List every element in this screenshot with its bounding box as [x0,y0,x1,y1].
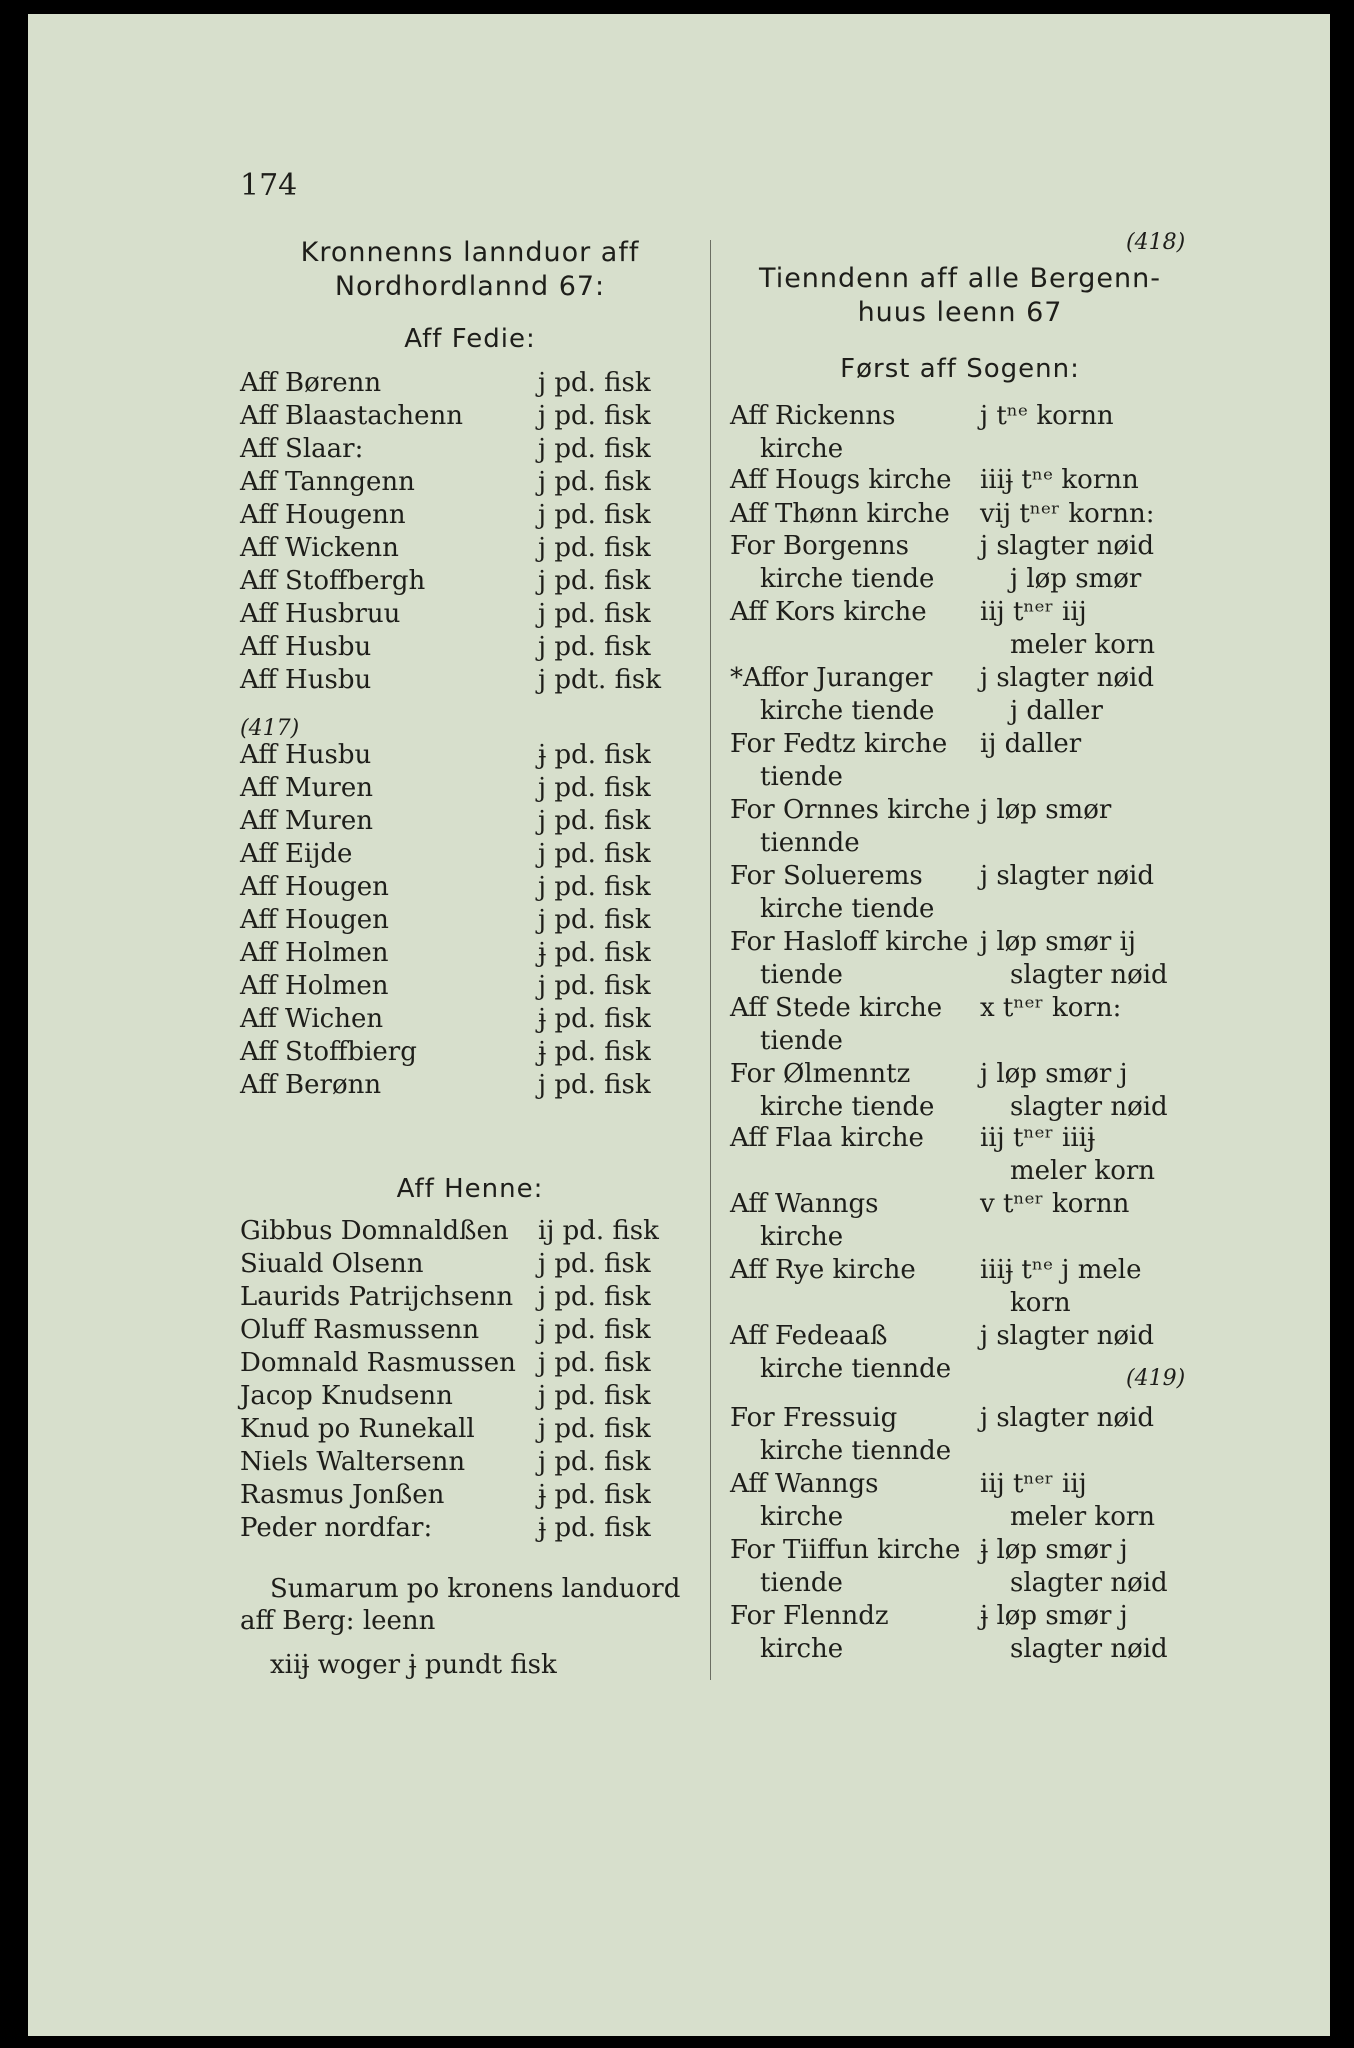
church-name: For Soluerems [730,861,923,891]
entry-quantity: ɉ pd. fisk [538,1004,651,1034]
list-item [240,401,700,434]
entry-quantity: ɉ pd. fisk [538,1513,651,1543]
list-item [240,1447,700,1480]
entry-quantity: j pd. fisk [538,368,651,398]
church-value: j løp smør j [980,1059,1128,1089]
entry-name: Aff Stoffbergh [240,566,426,596]
entry-quantity: j pd. fisk [538,773,651,803]
church-value-cont: meler korn [1010,1156,1156,1186]
entry-name: Aff Wickenn [240,533,399,563]
entry-name: Oluff Rasmussenn [240,1315,480,1345]
entry-quantity: j pd. fisk [538,1282,651,1312]
list-item [240,500,700,533]
church-name-cont: kirche [760,1222,844,1252]
church-name-cont: kirche [760,1502,844,1532]
entry-quantity: j pd. fisk [538,839,651,869]
church-name: For Ølmenntz [730,1059,911,1089]
section-fedie-list-cont [240,740,700,1103]
entry-quantity: j pd. fisk [538,1249,651,1279]
entry-name: Aff Husbu [240,632,372,662]
church-name: Aff Flaa kirche [730,1123,924,1153]
entry-quantity: j pd. fisk [538,1348,651,1378]
church-value: ɉ løp smør j [980,1535,1128,1565]
church-name: *Affor Juranger [730,663,933,693]
church-name-cont: tiennde [760,828,860,858]
church-value: ɉ løp smør j [980,1601,1128,1631]
church-value: j slagter nøid [980,1403,1155,1433]
entry-quantity: j pd. fisk [538,1447,651,1477]
entry-name: Aff Hougen [240,905,389,935]
entry-quantity: j pd. fisk [538,500,651,530]
church-name: For Ornnes kirche [730,795,971,825]
church-value: j slagter nøid [980,1321,1155,1351]
entry-name: Knud po Runekall [240,1414,475,1444]
right-subheading: Først aff Sogenn: [840,354,1080,384]
church-value: x tⁿᵉʳ korn: [980,993,1122,1023]
page-number: 174 [240,168,298,203]
left-heading: Kronnenns lannduor aff Nordhordlannd 67: [300,237,640,302]
church-name-cont: tiende [760,960,843,990]
church-name: Aff Stede kirche [730,993,943,1023]
entry-name: Aff Husbu [240,740,372,770]
church-value: iij tⁿᵉʳ iij [980,597,1087,627]
church-value: iij tⁿᵉʳ iij [980,1469,1087,1499]
church-value-cont: meler korn [1010,630,1156,660]
church-value-cont: slagter nøid [1010,960,1168,990]
list-item [240,1381,700,1414]
entry-quantity: ɉ pd. fisk [538,938,651,968]
church-name-cont: tiende [760,1026,843,1056]
entry-name: Peder nordfar: [240,1513,433,1543]
church-value: ij daller [980,729,1082,759]
list-item [240,773,700,806]
church-name: Aff Rickenns [730,401,896,431]
entry-name: Aff Tanngenn [240,467,415,497]
church-name-cont: kirche [760,434,844,464]
church-name: Aff Wanngs [730,1189,879,1219]
list-item [240,1480,700,1513]
church-name-cont: kirche tiende [760,564,935,594]
entry-quantity: j pd. fisk [538,533,651,563]
church-value-cont: slagter nøid [1010,1634,1168,1664]
sum-line-1: Sumarum po kronens landuord [270,1574,681,1604]
list-item [240,1348,700,1381]
list-item [240,566,700,599]
church-name-cont: kirche tiennde [760,1354,952,1384]
entry-name: Aff Holmen [240,971,389,1001]
entry-quantity: j pd. fisk [538,401,651,431]
entry-quantity: j pd. fisk [538,434,651,464]
church-name: Aff Hougs kirche [730,465,952,495]
entry-name: Aff Wichen [240,1004,384,1034]
entry-name: Aff Stoffbierg [240,1037,417,1067]
church-value-cont: korn [1010,1288,1071,1318]
church-value: v tⁿᵉʳ kornn [980,1189,1130,1219]
list-item [240,533,700,566]
church-value-cont: slagter nøid [1010,1092,1168,1122]
entry-quantity: j pd. fisk [538,1315,651,1345]
ref-418: (418) [1126,230,1186,255]
list-item [240,368,700,401]
list-item [240,1414,700,1447]
church-value: iiiɉ tⁿᵉ j mele [980,1255,1142,1285]
section-henne-list [240,1216,700,1546]
church-value: j løp smør ij [980,927,1136,957]
list-item [240,467,700,500]
entry-name: Aff Muren [240,806,373,836]
church-name-cont: tiende [760,1568,843,1598]
church-name: Aff Wanngs [730,1469,879,1499]
list-item [240,665,700,698]
right-heading: Tienndenn aff alle Bergenn-huus leenn 67 [759,263,1161,328]
church-name-cont: kirche tiende [760,1092,935,1122]
church-name: Aff Fedeaaß [730,1321,888,1351]
entry-name: Aff Holmen [240,938,389,968]
list-item [240,740,700,773]
section-henne-title: Aff Henne: [396,1174,544,1204]
entry-quantity: j pd. fisk [538,632,651,662]
church-name-cont: kirche tiennde [760,1436,952,1466]
church-name: For Borgenns [730,531,910,561]
entry-quantity: j pd. fisk [538,599,651,629]
list-item [240,938,700,971]
entry-name: Laurids Patrijchsenn [240,1282,514,1312]
entry-quantity: j pd. fisk [538,467,651,497]
church-value: j slagter nøid [980,861,1155,891]
entry-name: Domnald Rasmussen [240,1348,516,1378]
entry-quantity: j pd. fisk [538,1414,651,1444]
church-value: j slagter nøid [980,663,1155,693]
list-item [240,905,700,938]
church-name: For Fressuig [730,1403,898,1433]
entry-quantity: j pd. fisk [538,905,651,935]
list-item [240,1070,700,1103]
entry-quantity: ɉ pd. fisk [538,1037,651,1067]
church-name: For Flenndz [730,1601,889,1631]
entry-quantity: j pd. fisk [538,806,651,836]
entry-name: Aff Hougen [240,872,389,902]
list-item [240,1282,700,1315]
entry-name: Aff Muren [240,773,373,803]
church-value: j slagter nøid [980,531,1155,561]
entry-name: Aff Børenn [240,368,382,398]
entry-name: Rasmus Jonßen [240,1480,445,1510]
entry-name: Niels Waltersenn [240,1447,466,1477]
church-name-cont: kirche tiende [760,894,935,924]
section-fedie-title: Aff Fedie: [404,324,536,354]
church-value-cont: j daller [1010,696,1103,726]
list-item [240,1249,700,1282]
entry-quantity: j pd. fisk [538,872,651,902]
list-item [240,1037,700,1070]
entry-name: Aff Berønn [240,1070,382,1100]
entry-name: Gibbus Domnaldßen [240,1216,509,1246]
church-name: For Fedtz kirche [730,729,948,759]
list-item [240,1315,700,1348]
church-value: iiiɉ tⁿᵉ kornn [980,465,1139,495]
section-fedie-list [240,368,700,698]
entry-quantity: ij pd. fisk [538,1216,659,1246]
list-item [240,1004,700,1037]
church-name-cont: kirche [760,1634,844,1664]
ref-419: (419) [1126,1366,1186,1391]
ref-417: (417) [240,716,300,741]
church-value: iij tⁿᵉʳ iiiɉ [980,1123,1096,1153]
entry-quantity: j pd. fisk [538,1070,651,1100]
list-item [240,632,700,665]
entry-quantity: ɉ pd. fisk [538,740,651,770]
entry-name: Jacop Knudsenn [240,1381,453,1411]
church-name-cont: tiende [760,762,843,792]
church-value-cont: slagter nøid [1010,1568,1168,1598]
list-item [240,872,700,905]
entry-quantity: j pd. fisk [538,1381,651,1411]
church-value-cont: j løp smør [1010,564,1142,594]
church-name: Aff Thønn kirche [730,499,950,529]
column-divider [710,240,711,1680]
church-value-cont: meler korn [1010,1502,1156,1532]
list-item [240,1216,700,1249]
list-item [240,971,700,1004]
entry-name: Siuald Olsenn [240,1249,424,1279]
entry-name: Aff Hougenn [240,500,406,530]
sum-total: xiiɉ woger ɉ pundt fisk [270,1650,557,1680]
entry-quantity: j pd. fisk [538,971,651,1001]
entry-name: Aff Husbu [240,665,372,695]
entry-name: Aff Eijde [240,839,353,869]
list-item [240,599,700,632]
list-item [240,806,700,839]
list-item [240,839,700,872]
entry-quantity: ɉ pd. fisk [538,1480,651,1510]
church-name: For Tiiffun kirche [730,1535,961,1565]
church-value: j tⁿᵉ kornn [980,401,1114,431]
entry-name: Aff Blaastachenn [240,401,463,431]
church-value: vij tⁿᵉʳ kornn: [980,499,1155,529]
sum-line-2: aff Berg: leenn [240,1606,436,1636]
church-name: Aff Rye kirche [730,1255,916,1285]
church-name: For Hasloff kirche [730,927,969,957]
church-name: Aff Kors kirche [730,597,927,627]
entry-quantity: j pdt. fisk [538,665,662,695]
list-item [240,434,700,467]
entry-quantity: j pd. fisk [538,566,651,596]
church-value: j løp smør [980,795,1112,825]
entry-name: Aff Slaar: [240,434,364,464]
list-item [240,1513,700,1546]
church-name-cont: kirche tiende [760,696,935,726]
entry-name: Aff Husbruu [240,599,401,629]
